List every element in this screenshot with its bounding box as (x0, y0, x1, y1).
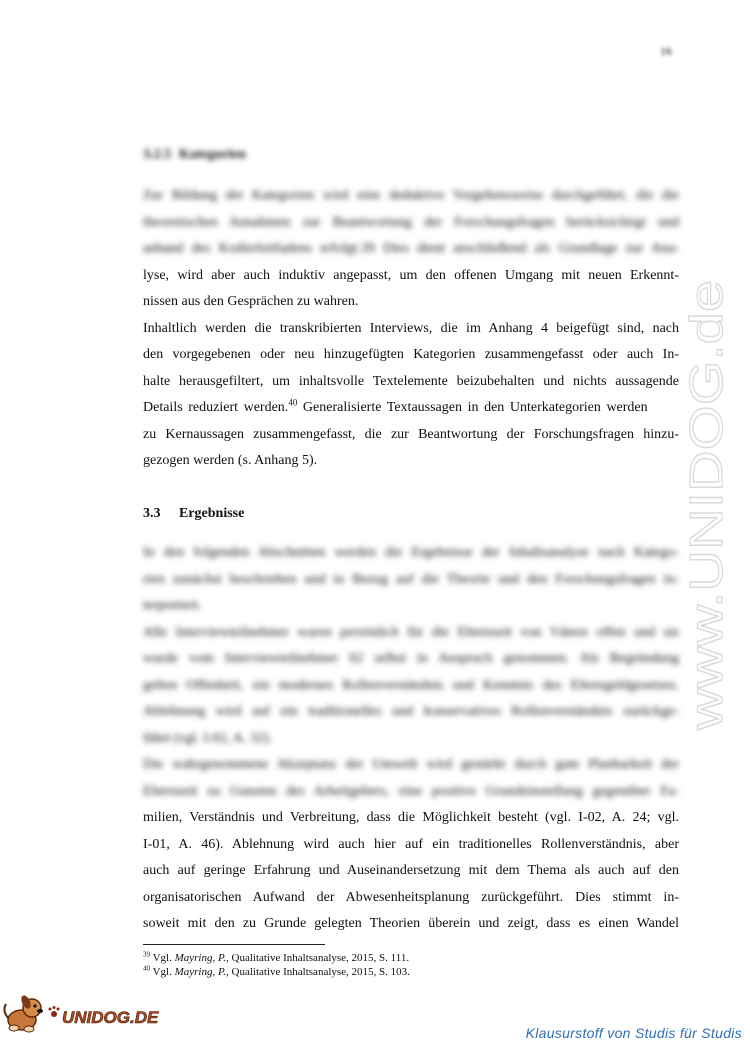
footnote-text: Qualitative Inhaltsanalyse, 2015, S. 111. (228, 952, 410, 964)
footnote-author: Mayring, P., (174, 966, 229, 978)
footnotes (143, 951, 410, 979)
footnote-text: Qualitative Inhaltsanalyse, 2015, S. 103. (228, 966, 410, 978)
text-line: wurde vom Interviewteilnehmer 02 selbst in Anspruch genommen. Als Begründung (143, 651, 679, 666)
footnote-divider (143, 944, 325, 945)
text-line: halte herausgefiltert, um inhaltsvolle Textelemente beizubehalten und nichts aussagende (143, 373, 679, 389)
paragraph-kategorien (143, 183, 679, 475)
footnote-40 (143, 965, 410, 979)
footnote-prefix: Vgl. (152, 966, 175, 978)
section-title: Ergebnisse (179, 506, 245, 521)
section-title: Kategorien (179, 147, 246, 162)
text-line: soweit mit den zu Grunde gelegten Theorien überein und zeigt, dass es einen Wandel (143, 916, 679, 931)
text-line: anhand des Kodierleitfadens erfolgt.39 Dies dient anschließend als Grundlage zur Ana- (143, 241, 679, 256)
footnote-ref: 40 (288, 397, 298, 408)
footnote-number: 39 (143, 950, 150, 959)
text-line: Zur Bildung der Kategorien wird eine deduktive Vorgehensweise durchgeführt, die die (143, 188, 679, 203)
footnote-author: Mayring, P., (174, 952, 229, 964)
text-line: lyse, wird aber auch induktiv angepasst, um den offenen Umgang mit neuen Erkennt- (143, 267, 679, 283)
text-line: zu Kernaussagen zusammengefasst, die zur Beantwortung der Forschungsfragen hinzu- (143, 426, 679, 442)
page-number: 16 (660, 44, 672, 58)
section-heading-33 (143, 504, 244, 524)
footnote-39 (143, 951, 410, 965)
text-line: In den folgenden Abschnitten werden die Ergebnisse der Inhaltsanalyse nach Katego- (143, 545, 679, 560)
text-line: terpretiert. (143, 598, 202, 613)
paragraph-ergebnisse (143, 540, 679, 938)
text-line: Inhaltlich werden die transkribierten Interviews, die im Anhang 4 beigefügt sind, nach (143, 320, 679, 336)
text-line: Die wahrgenommene Akzeptanz der Umwelt wird gestärkt durch gute Planbarkeit der (143, 757, 679, 772)
text-line: I-01, A. 46). Ablehnung wird auch hier auf ein traditionelles Rollenverständnis, aber (143, 836, 679, 852)
text-line: theoretischen Annahmen zur Beantwortung der Forschungsfragen berücksichtigt und (143, 214, 679, 230)
text-fragment: Details reduziert werden. (143, 400, 289, 415)
logo-text: UNIDOG.DE (62, 1008, 159, 1027)
section-heading-325 (143, 145, 246, 165)
text-line: Ablehnung wird auf ein traditionelles und konservatives Rollenverständnis zurückge- (143, 704, 679, 719)
text-line: auch auf geringe Erfahrung und Auseinandersetzung mit dem Thema als auch auf den (143, 863, 679, 878)
text-line: gezogen werden (s. Anhang 5). (143, 453, 318, 468)
footnote-number: 40 (143, 964, 150, 973)
text-line: gelten Offenheit, ein modernes Rollenverständnis und Kenntnis des Elterngeldgesetzes. (143, 677, 679, 693)
dog-icon (2, 990, 162, 1036)
section-number: 3.2.5 (143, 147, 171, 162)
text-line: führt (vgl. I-02, A. 32). (143, 730, 273, 746)
text-line: organisatorischen Aufwand der Abwesenheitsplanung zurückgeführt. Dies stimmt in- (143, 889, 679, 905)
text-line: Alle Interviewteilnehmer waren persönlich für die Elternzeit von Vätern offen und sie (143, 624, 679, 640)
section-number: 3.3 (143, 506, 161, 521)
text-line: rien zunächst beschrieben und in Bezug auf die Theorie und den Forschungsfragen in- (143, 571, 679, 587)
footnote-prefix: Vgl. (152, 952, 175, 964)
text-line (143, 395, 679, 422)
text-line: Elternzeit zu Gunsten des Arbeitgebers, eine positive Grundeinstellung gegenüber Fa- (143, 783, 679, 799)
text-line: nissen aus den Gesprächen zu wahren. (143, 294, 359, 309)
footer-slogan: Klausurstoff von Studis für Studis (525, 1025, 742, 1041)
watermark (670, 275, 750, 735)
unidog-logo[interactable] (2, 990, 162, 1036)
text-fragment: Generalisierte Textaussagen in den Unterkategorien werden (297, 400, 648, 415)
text-line: milien, Verständnis und Verbreitung, dass die Möglichkeit besteht (vgl. I-02, A. 24; vgl. (143, 810, 679, 825)
text-line: den vorgegebenen oder neu hinzugefügten Kategorien zusammengefasst oder auch In- (143, 347, 679, 362)
watermark-text: www.UNIDOG.de (680, 372, 732, 730)
